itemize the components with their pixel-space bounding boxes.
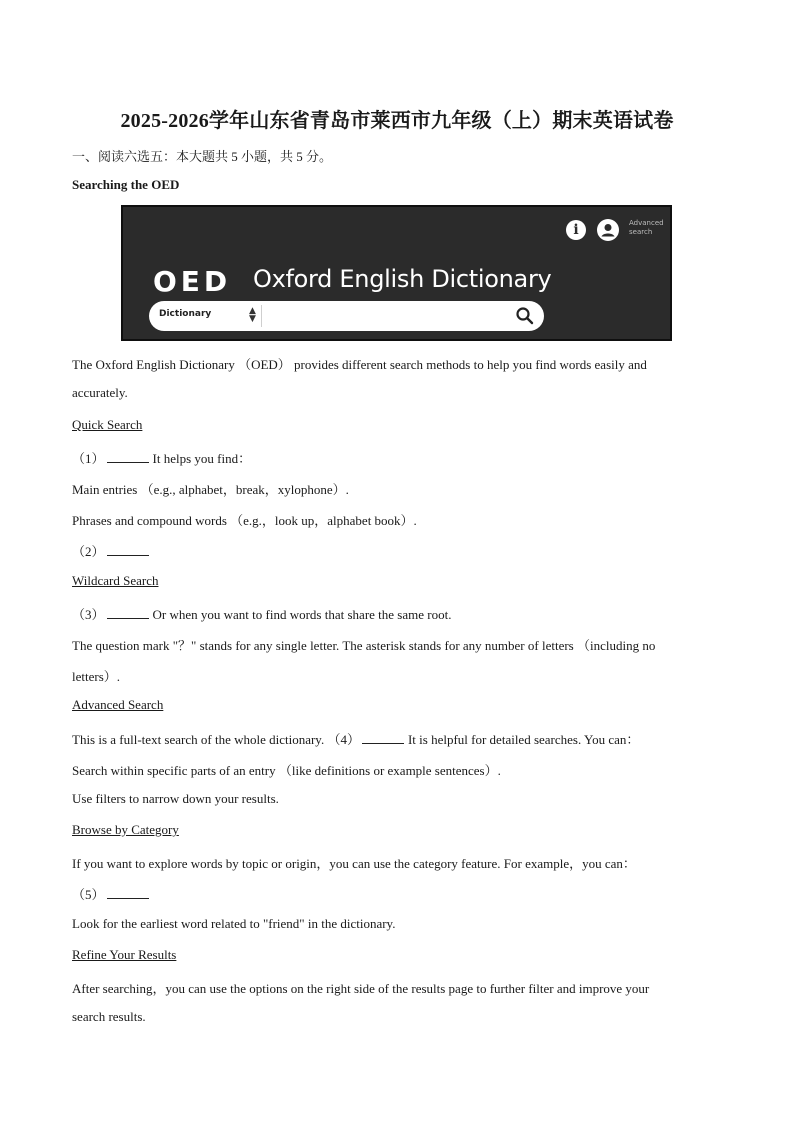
- advanced-line-2: Search within specific parts of an entry （like definitions or example sentences）.: [72, 763, 501, 778]
- answer-blank-1[interactable]: [107, 451, 149, 463]
- question-1-text: It helps you find：: [152, 451, 252, 466]
- oed-banner-image: [121, 205, 672, 341]
- browse-line-1: If you want to explore words by topic or origin，you can use the category feature. For example，you can：: [72, 856, 636, 871]
- oxford-english-dictionary-wordmark: Oxford English Dictionary: [253, 265, 552, 293]
- question-2-number: （2）: [72, 544, 105, 559]
- browse-line-2: Look for the earliest word related to "friend" in the dictionary.: [72, 916, 396, 931]
- question-1-number: （1）: [72, 451, 105, 466]
- question-mark-line: The question mark "？" stands for any single letter. The asterisk stands for any number of letters （including no: [72, 638, 656, 653]
- heading-browse-by-category: Browse by Category: [72, 822, 179, 837]
- heading-quick-search: Quick Search: [72, 417, 143, 432]
- info-icon[interactable]: i: [566, 220, 586, 240]
- advanced-search-link[interactable]: Advanced search: [629, 219, 664, 236]
- heading-refine-results: Refine Your Results: [72, 947, 177, 962]
- user-account-icon[interactable]: [597, 219, 619, 241]
- answer-blank-2[interactable]: [107, 544, 149, 556]
- question-3-number: （3）: [72, 607, 105, 622]
- dictionary-select[interactable]: Dictionary: [159, 309, 212, 319]
- main-entries-line: Main entries （e.g., alphabet，break，xylophone）.: [72, 482, 349, 497]
- question-5-number: （5）: [72, 887, 105, 902]
- intro-line-2: accurately.: [72, 385, 128, 400]
- question-5: [72, 884, 153, 903]
- question-3-text: Or when you want to find words that share the same root.: [152, 607, 452, 622]
- oed-logo: OED: [153, 265, 232, 298]
- intro-line-1: The Oxford English Dictionary （OED） provides different search methods to help you find words easily and: [72, 357, 647, 372]
- select-arrows-icon[interactable]: ▲ ▼: [249, 306, 256, 324]
- advanced-line-1a: This is a full-text search of the whole dictionary. （4）: [72, 732, 360, 747]
- heading-advanced-search: Advanced Search: [72, 697, 164, 712]
- passage-title: Searching the OED: [72, 177, 180, 192]
- refine-line-2: search results.: [72, 1009, 146, 1024]
- answer-blank-4[interactable]: [362, 732, 404, 744]
- divider: [261, 305, 262, 327]
- question-3: [72, 604, 451, 623]
- advanced-line-3: Use filters to narrow down your results.: [72, 791, 279, 806]
- search-bar: [149, 301, 544, 331]
- heading-wildcard-search: Wildcard Search: [72, 573, 159, 588]
- question-2: [72, 541, 153, 560]
- advanced-line-1b: It is helpful for detailed searches. You can：: [407, 732, 640, 747]
- phrases-line: Phrases and compound words （e.g.，look up，alphabet book）.: [72, 513, 417, 528]
- exam-title: 2025-2026学年山东省青岛市莱西市九年级（上）期末英语试卷: [120, 110, 674, 132]
- question-1: [72, 448, 251, 467]
- answer-blank-5[interactable]: [107, 887, 149, 899]
- section-heading: 一、阅读六选五：本大题共 5 小题，共 5 分。: [72, 149, 333, 164]
- search-icon[interactable]: [515, 306, 535, 326]
- question-4: [72, 729, 639, 748]
- letters-line: letters）.: [72, 669, 121, 684]
- refine-line-1: After searching，you can use the options on the right side of the results page to further filter and improve your: [72, 981, 650, 996]
- answer-blank-3[interactable]: [107, 607, 149, 619]
